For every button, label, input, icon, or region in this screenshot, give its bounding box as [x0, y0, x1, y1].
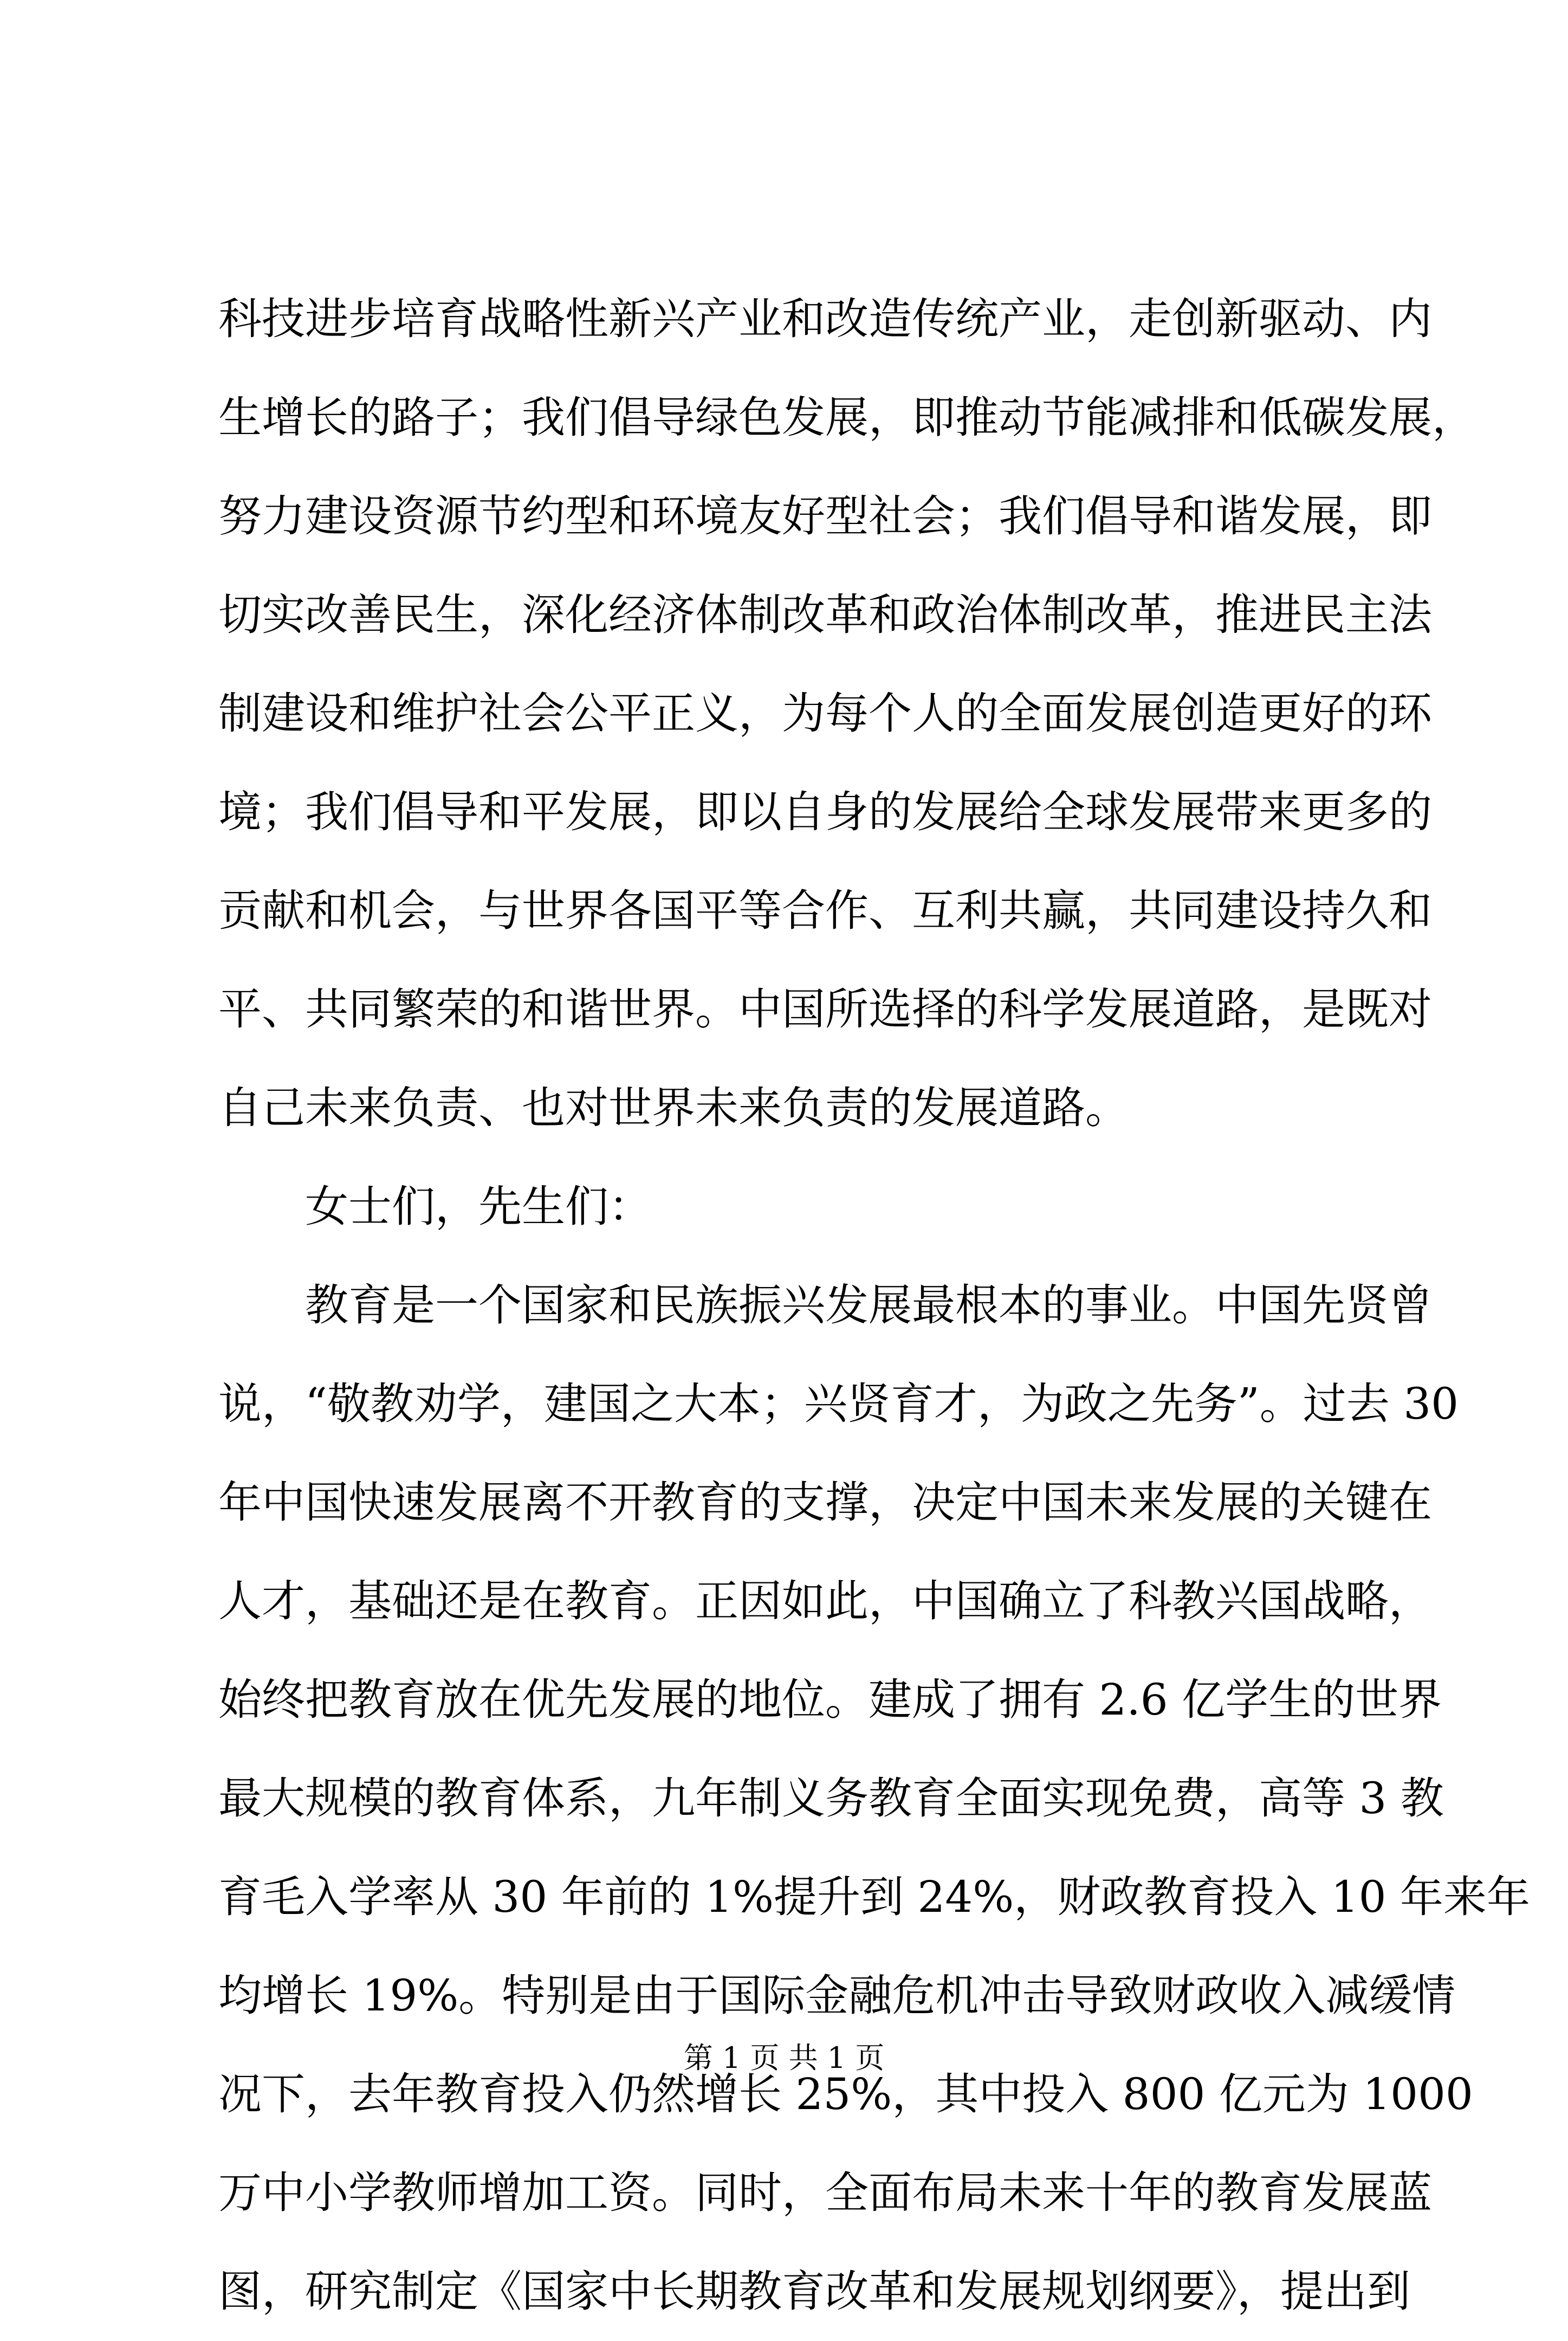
- text-line: 育毛入学率从 30 年前的 1%提升到 24%，财政教育投入 10 年来年: [218, 1872, 1530, 1922]
- text-line: 况下，去年教育投入仍然增长 25%，其中投入 800 亿元为 1000: [218, 2069, 1473, 2119]
- text-line: 始终把教育放在优先发展的地位。建成了拥有 2.6 亿学生的世界: [218, 1674, 1442, 1725]
- text-line: 科技进步培育战略性新兴产业和改造传统产业，走创新驱动、内: [218, 294, 1432, 344]
- body-text: [218, 270, 1530, 2341]
- text-line: 切实改善民生，深化经济体制改革和政治体制改革，推进民主法: [218, 590, 1432, 640]
- text-line: 年中国快速发展离不开教育的支撑，决定中国未来发展的关键在: [218, 1477, 1432, 1528]
- text-line: 人才，基础还是在教育。正因如此，中国确立了科教兴国战略，: [218, 1576, 1432, 1626]
- text-line: 贡献和机会，与世界各国平等合作、互利共赢，共同建设持久和: [218, 885, 1432, 936]
- text-line: 图，研究制定《国家中长期教育改革和发展规划纲要》，提出到: [218, 2266, 1410, 2317]
- text-line: 平、共同繁荣的和谐世界。中国所选择的科学发展道路，是既对: [218, 984, 1432, 1034]
- text-line: 说，“敬教劝学，建国之大本；兴贤育才，为政之先务”。过去 30: [218, 1379, 1459, 1429]
- salutation: 女士们，先生们：: [305, 1181, 652, 1232]
- text-line: 最大规模的教育体系，九年制义务教育全面实现免费，高等 3 教: [218, 1773, 1444, 1823]
- page-footer: 第 1 页 共 1 页: [683, 2041, 885, 2075]
- text-line: 境；我们倡导和平发展，即以自身的发展给全球发展带来更多的: [218, 787, 1432, 837]
- text-line: 万中小学教师增加工资。同时，全面布局未来十年的教育发展蓝: [218, 2168, 1432, 2218]
- text-line: 生增长的路子；我们倡导绿色发展，即推动节能减排和低碳发展，: [218, 392, 1475, 443]
- paragraph-start-line: 教育是一个国家和民族振兴发展最根本的事业。中国先贤曾: [305, 1280, 1432, 1330]
- text-line: 努力建设资源节约型和环境友好型社会；我们倡导和谐发展，即: [218, 491, 1432, 541]
- text-line: 自己未来负责、也对世界未来负责的发展道路。: [218, 1083, 1129, 1133]
- text-line: 制建设和维护社会公平正义，为每个人的全面发展创造更好的环: [218, 688, 1432, 739]
- text-line: 均增长 19%。特别是由于国际金融危机冲击导致财政收入减缓情: [218, 1970, 1456, 2021]
